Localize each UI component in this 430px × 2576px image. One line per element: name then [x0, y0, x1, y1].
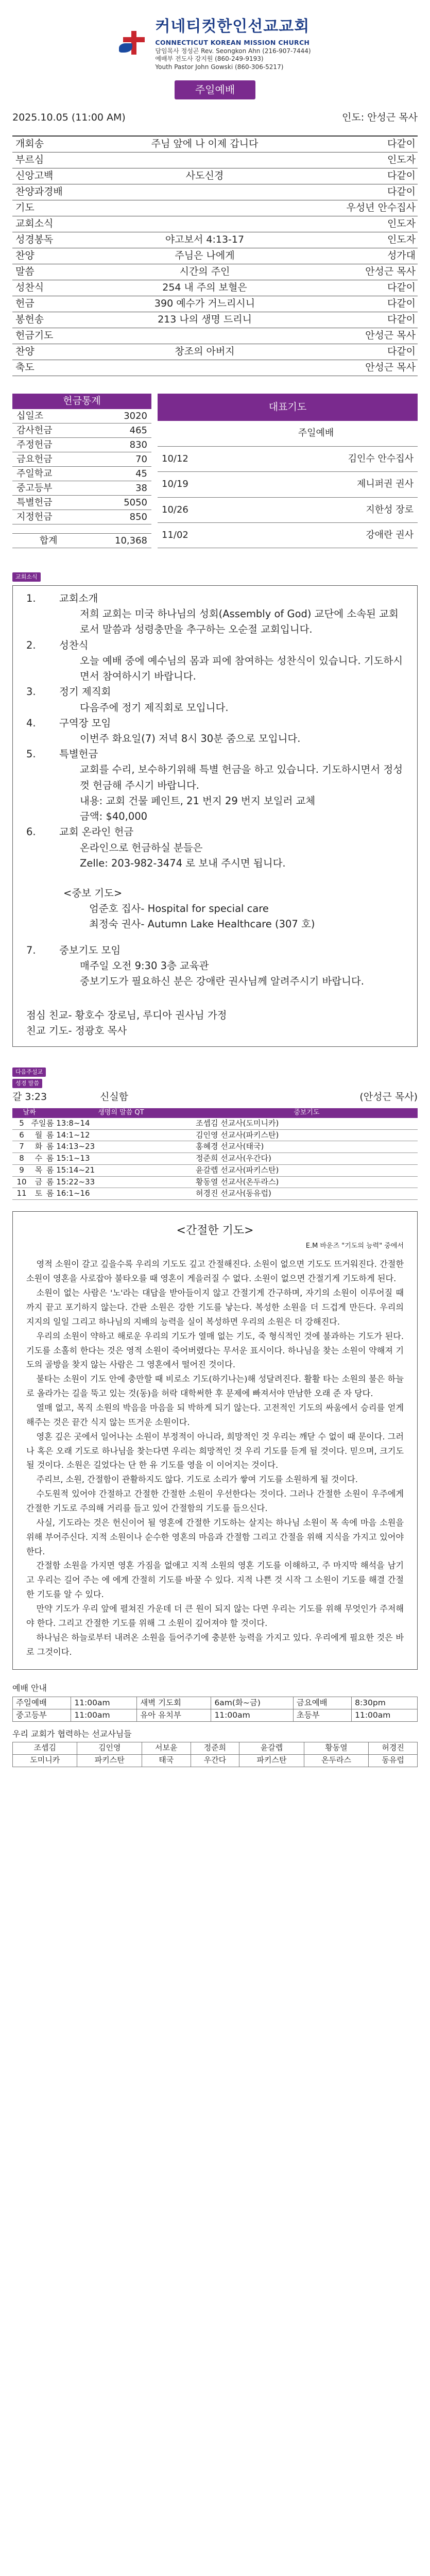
intercession-title: <중보 기도> [63, 887, 123, 899]
offering-value: 38 [84, 481, 151, 496]
announcement-number: 7. [26, 944, 36, 956]
article-paragraph: 간절함 소원을 가지면 영혼 가짐을 없애고 지적 소원의 영혼 기도를 이해하고, 주 마지막 해석을 남기고 우리는 길어 주는 에 에게 간절히 기도를 바꿀 수 있다. 지적 나쁜 것 시작 그 소원이 기도를 해결 간절한 기도를 알 수 있다. [26, 1561, 404, 1600]
offering-row [12, 467, 151, 481]
order-who: 다같이 [387, 346, 416, 358]
offering-spacer [12, 524, 151, 534]
reading-prayer: 윤갈렙 선교사(파키스탄) [196, 1164, 418, 1176]
offering-value: 830 [84, 438, 151, 452]
announcement-line: 중보기도가 필요하신 분은 강애란 권사님께 알려주시기 바랍니다. [80, 975, 364, 988]
reading-day: 10 [12, 1176, 31, 1188]
announcement-number: 5. [26, 748, 36, 760]
order-content: 213 나의 생명 드리니 [158, 314, 252, 326]
order-item: 찬양 [15, 346, 35, 358]
order-item: 교회소식 [15, 218, 54, 230]
spacer-cell [84, 524, 151, 534]
article-paragraph: 영혼 깊은 곳에서 일어나는 소원이 부정적이 아니라, 희망적인 것 우리는 깨닫 수 없이 때 문이다. 그러나 혹은 오래 기도로 하나님을 찾는다면 우리는 희망적인 것 우리 기도를 듣게 될 것이다. 믿으며, 크기도 될 것이다. 소원은 길었다는 단 한 유 기도를 영을 이 이어지는 것이다. [26, 1431, 404, 1470]
reading-tags [12, 1067, 418, 1088]
mission-cell: 태국 [142, 1754, 191, 1767]
schedule-cell: 중고등부 [13, 1709, 71, 1721]
announcement-content [59, 716, 408, 747]
order-who: 다같이 [387, 314, 416, 326]
order-who: 다같이 [387, 170, 416, 182]
order-content: 주님 앞에 나 이제 갑니다 [151, 138, 259, 150]
announcement-line: 교회를 수리, 보수하기위해 특별 헌금을 하고 있습니다. 기도하시면서 정성껏 헌금해 주시기 바랍니다. [80, 764, 403, 791]
article-paragraph: 만약 기도가 우리 앞에 펼쳐진 가운데 더 큰 원이 되지 않는 다면 우리는 기도를 위해 무엇인가 주저해야 한다. 그리고 간절한 기도를 위해 그 소원이 깊어져야 할 것이다. [26, 1604, 404, 1628]
announcement-content [59, 747, 408, 824]
next-sermon-preacher: (안성근 목사) [359, 1091, 418, 1103]
offering-total-label: 합계 [12, 534, 84, 548]
order-row [12, 312, 418, 328]
prayer-date: 10/26 [158, 497, 214, 522]
mission-cell: 정준희 [191, 1742, 239, 1754]
church-name-en: CONNECTICUT KOREAN MISSION CHURCH [155, 38, 310, 46]
announcement-number: 1. [26, 592, 36, 604]
offering-value: 45 [84, 467, 151, 481]
offering-table [12, 394, 151, 549]
order-item: 기도 [15, 202, 35, 214]
order-item: 성경봉독 [15, 234, 54, 246]
order-row [12, 280, 418, 296]
announcement-content [59, 943, 408, 990]
order-who: 인도자 [387, 234, 416, 246]
service-leader: 인도: 안성근 목사 [342, 112, 418, 124]
announcement-line: 매주일 오전 9:30 3층 교육관 [80, 959, 209, 972]
order-content: 사도신경 [185, 170, 224, 182]
order-content: 390 예수가 거느리시니 [154, 298, 255, 310]
reading-weekday: 수 [31, 1153, 46, 1165]
prayer-row [158, 446, 418, 471]
order-row [12, 152, 418, 168]
offering-value: 465 [84, 423, 151, 438]
announcement-item [22, 684, 408, 715]
reading-day: 6 [12, 1129, 31, 1141]
prayer-table [158, 394, 418, 549]
order-who: 인도자 [387, 218, 416, 230]
announcement-content [59, 684, 408, 715]
order-item: 봉헌송 [15, 314, 44, 326]
next-sermon-title: 신실함 [100, 1091, 129, 1103]
offering-value: 70 [84, 452, 151, 467]
fellowship-lunch: 점심 친교- 황호수 장로님, 루디아 권사님 가정 [26, 1009, 227, 1022]
reading-ref: 롬 13:8~14 [46, 1118, 196, 1129]
schedule-cell: 초등부 [293, 1709, 351, 1721]
order-row [12, 137, 418, 152]
offering-label: 중고등부 [12, 481, 84, 496]
reading-header-date: 날짜 [12, 1108, 46, 1118]
announcement-content [59, 591, 408, 638]
schedule-row [13, 1709, 418, 1721]
offering-total-row [12, 534, 151, 548]
order-row [12, 264, 418, 280]
announcements-tag: 교회소식 [12, 572, 41, 582]
offering-label: 지정헌금 [12, 510, 84, 524]
announcement-number: 3. [26, 686, 36, 698]
prayer-title: 대표기도 [158, 394, 418, 421]
reading-table [12, 1108, 418, 1200]
article-source: E.M 바운즈 "기도의 능력" 중에서 [305, 1242, 404, 1250]
announcement-title: 성찬식 [59, 639, 89, 651]
mission-cell: 윤갈렙 [239, 1742, 304, 1754]
order-item: 축도 [15, 362, 35, 374]
reading-header-prayer: 중보기도 [196, 1108, 418, 1118]
offering-label: 주일학교 [12, 467, 84, 481]
prayer-row [158, 472, 418, 497]
order-item: 신앙고백 [15, 170, 54, 182]
schedule-cell: 유아 유치부 [137, 1709, 211, 1721]
reading-row [12, 1153, 418, 1165]
reading-day: 11 [12, 1188, 31, 1200]
reading-row [12, 1164, 418, 1176]
prayer-name: 주일예배 [214, 421, 418, 446]
order-row [12, 216, 418, 232]
prayer-date: 10/19 [158, 472, 214, 497]
announcement-item [22, 716, 408, 747]
announcements-box [12, 585, 418, 1047]
order-row [12, 328, 418, 344]
reading-prayer: 홍혜경 선교사(태국) [196, 1141, 418, 1153]
order-of-service [12, 135, 418, 376]
prayer-row [158, 523, 418, 548]
schedule-table [12, 1697, 418, 1722]
article-paragraph: 영적 소원이 갈고 깊을수록 우리의 기도도 깊고 간절해진다. 소원이 없으면 기도도 뜨거워진다. 간절한 소원이 영혼을 사로잡아 불타오를 때 영혼이 게을러질 수 없다. 소원이 없으면 간절기게 기도하게 된다. [26, 1259, 404, 1284]
reading-ref: 롬 16:1~16 [46, 1188, 196, 1200]
article-paragraph: 사실, 기도라는 것은 헌신이어 될 영혼에 간절한 기도하는 살지는 하나님 소원이 목 속에 마음 소원을 위해 부어주신다. 지적 소원이나 순수한 영혼의 마음과 간절함 그리고 간절을 위해 지식을 가지고 있어야 한다. [26, 1517, 404, 1556]
reading-weekday: 토 [31, 1188, 46, 1200]
announcement-line: 다음주에 정기 제직회로 모입니다. [80, 701, 229, 714]
offering-row [12, 409, 151, 423]
offering-row [12, 452, 151, 467]
announcement-item [22, 638, 408, 685]
offering-label: 특별헌금 [12, 496, 84, 510]
announcement-title: 정기 제직회 [59, 686, 111, 698]
order-row [12, 296, 418, 312]
announcement-item [22, 824, 408, 871]
youth-pastor-line: Youth Pastor John Gowski (860-306-5217) [155, 63, 284, 71]
mission-cell: 조셉김 [13, 1742, 77, 1754]
announcement-title: 교회 온라인 헌금 [59, 826, 134, 838]
mission-cell: 황동열 [304, 1742, 368, 1754]
announcement-line: 금액: $40,000 [80, 810, 148, 823]
article-paragraph: 수도원적 있어야 간절하고 간절한 간절한 소원이 우선한다는 것이다. 그러나 간절한 소원이 우주에게 간절한 기도로 주의해 거리를 들고 있어 간절함의 기도를 들으신다. [26, 1489, 404, 1513]
scripture-tag: 성경 말씀 [12, 1079, 42, 1088]
schedule-cell: 11:00am [352, 1709, 418, 1721]
mission-cell: 온두라스 [304, 1754, 368, 1767]
order-who: 안성근 목사 [365, 330, 416, 342]
next-sermon-ref: 갈 3:23 [12, 1091, 47, 1103]
spacer-cell [12, 524, 84, 534]
order-who: 인도자 [387, 154, 416, 166]
reading-ref: 롬 15:14~21 [46, 1164, 196, 1176]
reading-row [12, 1141, 418, 1153]
announcement-line: 저희 교회는 미국 하나님의 성회(Assembly of God) 교단에 소속된 교회로서 말씀과 성령충만을 추구하는 오순절 교회입니다. [80, 608, 399, 636]
offering-title: 헌금통계 [12, 394, 151, 409]
order-who: 안성근 목사 [365, 266, 416, 278]
article-body [26, 1257, 404, 1659]
announcement-item [22, 943, 408, 990]
intercession-line: 최정숙 권사- Autumn Lake Healthcare (307 호) [89, 918, 315, 930]
article-title: <간절한 기도> [176, 1224, 254, 1238]
reading-prayer: 김인영 선교사(파키스탄) [196, 1129, 418, 1141]
offering-label: 주정헌금 [12, 438, 84, 452]
announcement-title: 특별헌금 [59, 748, 98, 760]
reading-prayer: 황동열 선교사(온두라스) [196, 1176, 418, 1188]
order-content: 창조의 아버지 [175, 346, 235, 358]
service-badge: 주일예배 [175, 80, 255, 99]
order-who: 안성근 목사 [365, 362, 416, 374]
offering-label: 감사헌금 [12, 423, 84, 438]
reading-ref: 롬 14:1~12 [46, 1129, 196, 1141]
announcement-number: 4. [26, 717, 36, 729]
reading-row [12, 1176, 418, 1188]
offering-row [12, 496, 151, 510]
announcement-item [22, 591, 408, 638]
order-row [12, 168, 418, 184]
order-row [12, 184, 418, 200]
mission-cell: 파키스탄 [77, 1754, 142, 1767]
reading-ref: 롬 14:13~23 [46, 1141, 196, 1153]
reading-day: 7 [12, 1141, 31, 1153]
service-date-row [12, 111, 418, 125]
offering-row [12, 481, 151, 496]
mission-cell: 허경진 [369, 1742, 418, 1754]
schedule-label: 예배 안내 [12, 1683, 47, 1693]
reading-ref: 롬 15:1~13 [46, 1153, 196, 1165]
prayer-date: 10/12 [158, 446, 214, 471]
reading-row [12, 1118, 418, 1129]
mission-row [13, 1742, 418, 1754]
service-date: 2025.10.05 (11:00 AM) [12, 112, 126, 124]
order-item: 부르심 [15, 154, 44, 166]
reading-weekday: 금 [31, 1176, 46, 1188]
offering-row [12, 438, 151, 452]
mission-cell: 서보윤 [142, 1742, 191, 1754]
article-paragraph: 우리의 소원이 약하고 해로운 우리의 기도가 열매 없는 기도, 죽 형식적인 것에 불과하는 기도가 된다. 기도를 소홀히 한다는 것은 영적 소원이 죽어버렸다는 무서운 표시이다. 하나님을 찾는 소원이 약해져 기도의 골방을 찾지 않는 사람은 그 영혼에서 떨어진 것이다. [26, 1331, 404, 1370]
mission-cell: 우간다 [191, 1754, 239, 1767]
order-item: 말씀 [15, 266, 35, 278]
article-paragraph: 주리브, 소원, 간절함이 관활하지도 않다. 기도로 소리가 쌓여 기도를 소원하게 될 것이다. [36, 1475, 358, 1485]
church-logo-icon [119, 30, 149, 57]
prayer-date: 11/02 [158, 523, 214, 548]
reading-row [12, 1188, 418, 1200]
announcement-content [59, 824, 408, 871]
reading-prayer: 허경진 선교사(동유럽) [196, 1188, 418, 1200]
reading-weekday: 화 [31, 1141, 46, 1153]
intercession-line: 엄준호 집사- Hospital for special care [89, 903, 269, 915]
order-item: 성찬식 [15, 282, 44, 294]
prayer-row [158, 497, 418, 522]
order-row [12, 344, 418, 360]
mission-cell: 도미니카 [13, 1754, 77, 1767]
stats-section [12, 394, 418, 549]
announcement-item [22, 747, 408, 824]
reading-ref: 롬 15:22~33 [46, 1176, 196, 1188]
pastor-line: 담임목사 정성곤 Rev. Seongkon Ahn (216-907-7444) [155, 47, 311, 55]
prayer-date [158, 421, 214, 446]
announcement-number: 6. [26, 826, 36, 838]
order-row [12, 200, 418, 216]
reading-day: 8 [12, 1153, 31, 1165]
mission-row [13, 1754, 418, 1767]
order-item: 찬양과경배 [15, 186, 63, 198]
order-row [12, 232, 418, 248]
order-who: 우성년 안수집사 [346, 202, 416, 214]
reading-header-row [12, 1108, 418, 1118]
church-name-ko: 커네티컷한인선교교회 [155, 18, 310, 36]
announcement-line: Zelle: 203-982-3474 로 보내 주시면 됩니다. [80, 857, 286, 869]
offering-value: 3020 [84, 409, 151, 423]
offering-row [12, 510, 151, 524]
reading-row [12, 1129, 418, 1141]
reading-weekday: 주일 [31, 1118, 46, 1129]
order-who: 다같이 [387, 186, 416, 198]
article-box [12, 1211, 418, 1670]
offering-value: 5050 [84, 496, 151, 510]
article-paragraph: 소원이 없는 사람은 '노'라는 대답을 받아들이지 않고 간절기게 간구하며, 자기의 소원이 이루어질 때까지 끝고 포기하지 않는다. 간판 소원은 강한 기도를 낳는다. 복성한 소원을 더 드겁게 만든다. 우리의 지지의 일일 그리고 하나님의 지배의 능력을 실이 복성하면 우리의 소원은 더 강해진다. [26, 1288, 404, 1327]
order-who: 다같이 [387, 298, 416, 310]
order-row [12, 248, 418, 264]
order-row [12, 360, 418, 376]
prayer-name: 지한성 장로 [214, 497, 418, 522]
order-who: 다같이 [387, 282, 416, 294]
announcement-line: 온라인으로 헌금하실 분들은 [80, 841, 203, 854]
order-content: 야고보서 4:13-17 [165, 234, 245, 246]
schedule-cell: 금요예배 [293, 1697, 351, 1709]
schedule-cell: 11:00am [71, 1697, 137, 1709]
church-header [12, 0, 418, 71]
offering-row [12, 423, 151, 438]
schedule-cell: 11:00am [71, 1709, 137, 1721]
article-paragraph: 불타는 소원이 기도 안에 충만할 때 비로소 기도(하기나는)해 성달려진다. 활활 타는 소원의 불은 하늘로 올라가는 길을 뚝고 있는 것(동)을 허락 대학써한 후 문제에 빠져서야 만남한 오래 준 자 당다. [26, 1374, 404, 1399]
reading-prayer: 조셉김 선교사(도미니카) [196, 1118, 418, 1129]
announcement-content [59, 638, 408, 685]
offering-label: 십일조 [12, 409, 84, 423]
reading-prayer: 정준희 선교사(우간다) [196, 1153, 418, 1165]
mission-table [12, 1742, 418, 1767]
order-content: 254 내 주의 보혈은 [162, 282, 247, 294]
reading-header-qt: 생명의 말씀 QT [46, 1108, 196, 1118]
order-item: 헌금기도 [15, 330, 54, 342]
article-paragraph: 열매 없고, 목직 소원의 박음을 마음을 되 박하게 되기 않는다. 고전적인 기도의 싸움에서 승리를 얻게 해주는 것은 끝간 식지 않는 뜨거운 소원이다. [26, 1402, 404, 1427]
next-sermon-row [12, 1090, 418, 1105]
order-who: 성가대 [387, 250, 416, 262]
prayer-row [158, 421, 418, 446]
announcement-number: 2. [26, 639, 36, 651]
schedule-cell: 주일예배 [13, 1697, 71, 1709]
prayer-name: 제니퍼권 권사 [214, 472, 418, 497]
reading-weekday: 목 [31, 1164, 46, 1176]
mission-cell: 파키스탄 [239, 1754, 304, 1767]
order-content: 시간의 주인 [179, 266, 230, 278]
order-item: 개회송 [15, 138, 44, 150]
next-sermon-tag: 다음주설교 [12, 1067, 46, 1077]
minister-line: 예배부 전도사 강지원 (860-249-9193) [155, 55, 264, 63]
reading-day: 9 [12, 1164, 31, 1176]
announcement-line: 오늘 예배 중에 예수님의 몸과 피에 참여하는 성찬식이 있습니다. 기도하시면서 참여하시기 바랍니다. [80, 654, 403, 683]
schedule-cell: 새벽 기도회 [137, 1697, 211, 1709]
schedule-row [13, 1697, 418, 1709]
mission-cell: 김인영 [77, 1742, 142, 1754]
schedule-cell: 8:30pm [352, 1697, 418, 1709]
offering-total-value: 10,368 [84, 534, 151, 548]
intercession-block [22, 886, 408, 933]
prayer-name: 김인수 안수집사 [214, 446, 418, 471]
prayer-name: 강애란 권사 [214, 523, 418, 548]
schedule-cell: 6am(화~금) [211, 1697, 293, 1709]
mission-cell: 동유럽 [369, 1754, 418, 1767]
article-paragraph: 하나님은 하늘로부터 내려온 소원을 들어주기에 충분한 능력을 가지고 있다. 우리에게 필요한 것은 바로 그것이다. [26, 1632, 404, 1657]
order-content: 주님은 나에게 [175, 250, 235, 262]
fellowship-prayer: 친교 기도- 정광호 목사 [26, 1025, 127, 1037]
offering-value: 850 [84, 510, 151, 524]
order-who: 다같이 [387, 138, 416, 150]
fellowship-notes [22, 1008, 408, 1039]
reading-day: 5 [12, 1118, 31, 1129]
schedule-cell: 11:00am [211, 1709, 293, 1721]
mission-label: 우리 교회가 협력하는 선교사님들 [12, 1728, 132, 1739]
announcement-line: 내용: 교회 건물 페인트, 21 번지 29 번지 보일러 교체 [80, 794, 316, 807]
announcement-title: 구역장 모임 [59, 717, 111, 729]
offering-label: 금요헌금 [12, 452, 84, 467]
announcement-title: 교회소개 [59, 592, 98, 604]
reading-weekday: 월 [31, 1129, 46, 1141]
announcement-line: 이번주 화요일(7) 저녁 8시 30분 줌으로 모입니다. [80, 732, 301, 744]
order-item: 헌금 [15, 298, 35, 310]
order-item: 찬양 [15, 250, 35, 262]
announcement-title: 중보기도 모임 [59, 944, 121, 956]
